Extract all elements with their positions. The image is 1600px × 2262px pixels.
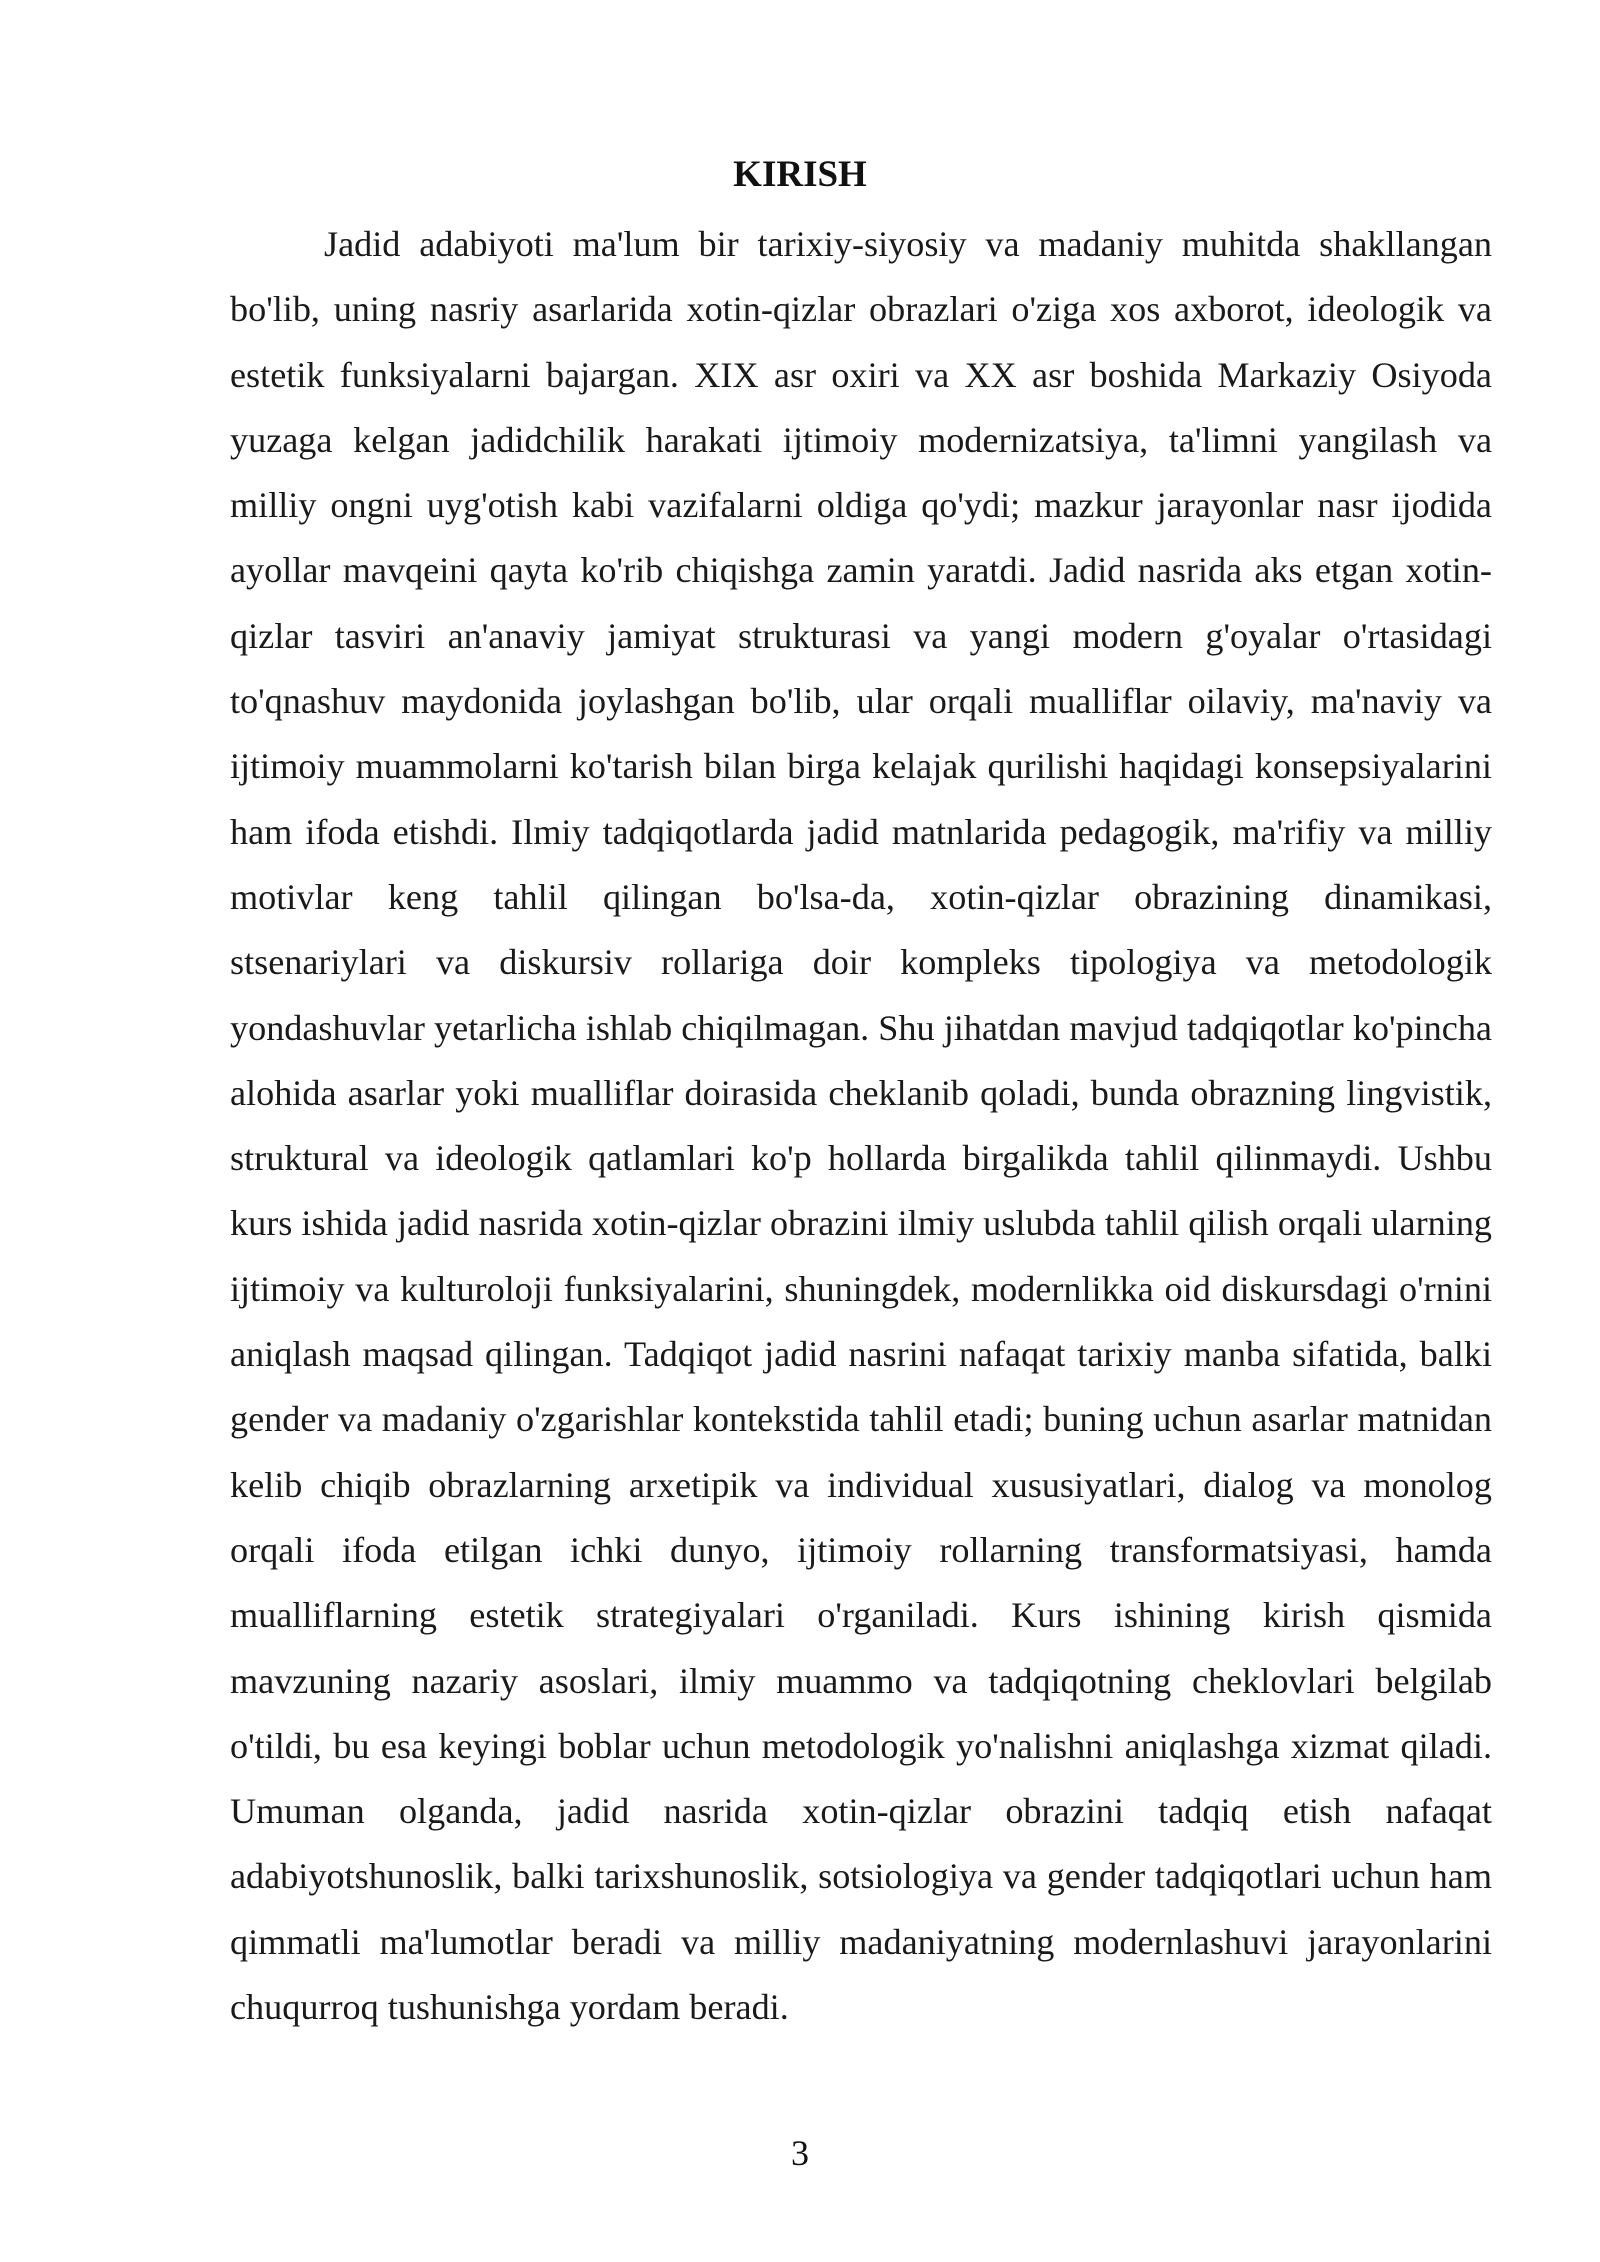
page-number: 3	[791, 2133, 809, 2173]
page-title: KIRISH	[733, 154, 867, 195]
body-paragraph: Jadid adabiyoti ma'lum bir tarixiy-siyosiy va madaniy muhitda shakllangan bo'lib, uning nasriy asarlarida xotin-qizlar obrazlari o'ziga xos axborot, ideologik va estetik funksiyalarni bajargan. XIX asr oxiri va XX asr boshida Markaziy Osiyoda yuzaga kelgan jadidchilik harakati ijtimoiy modernizatsiya, ta'limni yangilash va milliy ongni uyg'otish kabi vazifalarni oldiga qo'ydi; mazkur jarayonlar nasr ijodida ayollar mavqeini qayta ko'rib chiqishga zamin yaratdi. Jadid nasrida aks etgan xotin-qizlar tasviri an'anaviy jamiyat strukturasi va yangi modern g'oyalar o'rtasidagi to'qnashuv maydonida joylashgan bo'lib, ular orqali mualliflar oilaviy, ma'naviy va ijtimoiy muammolarni ko'tarish bilan birga kelajak qurilishi haqidagi konsepsiyalarini ham ifoda etishdi. Ilmiy tadqiqotlarda jadid matnlarida pedagogik, ma'rifiy va milliy motivlar keng tahlil qilingan bo'lsa-da, xotin-qizlar obrazining dinamikasi, stsenariylari va diskursiv rollariga doir kompleks tipologiya va metodologik yondashuvlar yetarlicha ishlab chiqilmagan. Shu jihatdan mavjud tadqiqotlar ko'pincha alohida asarlar yoki mualliflar doirasida cheklanib qoladi, bunda obrazning lingvistik, struktural va ideologik qatlamlari ko'p hollarda birgalikda tahlil qilinmaydi. Ushbu kurs ishida jadid nasrida xotin-qizlar obrazini ilmiy uslubda tahlil qilish orqali ularning ijtimoiy va kulturoloji funksiyalarini, shuningdek, modernlikka oid diskursdagi o'rnini aniqlash maqsad qilingan. Tadqiqot jadid nasrini nafaqat tarixiy manba sifatida, balki gender va madaniy o'zgarishlar kontekstida tahlil etadi; buning uchun asarlar matnidan kelib chiqib obrazlarning arxetipik va individual xususiyatlari, dialog va monolog orqali ifoda etilgan ichki dunyo, ijtimoiy rollarning transformatsiyasi, hamda mualliflarning estetik strategiyalari o'rganiladi. Kurs ishining kirish qismida mavzuning nazariy asoslari, ilmiy muammo va tadqiqotning cheklovlari belgilab o'tildi, bu esa keyingi boblar uchun metodologik yo'nalishni aniqlashga xizmat qiladi. Umuman olganda, jadid nasrida xotin-qizlar obrazini tadqiq etish nafaqat adabiyotshunoslik, balki tarixshunoslik, sotsiologiya va gender tadqiqotlari uchun ham qimmatli ma'lumotlar beradi va milliy madaniyatning modernlashuvi jarayonlarini chuqurroq tushunishga yordam beradi.	[230, 224, 1492, 2028]
